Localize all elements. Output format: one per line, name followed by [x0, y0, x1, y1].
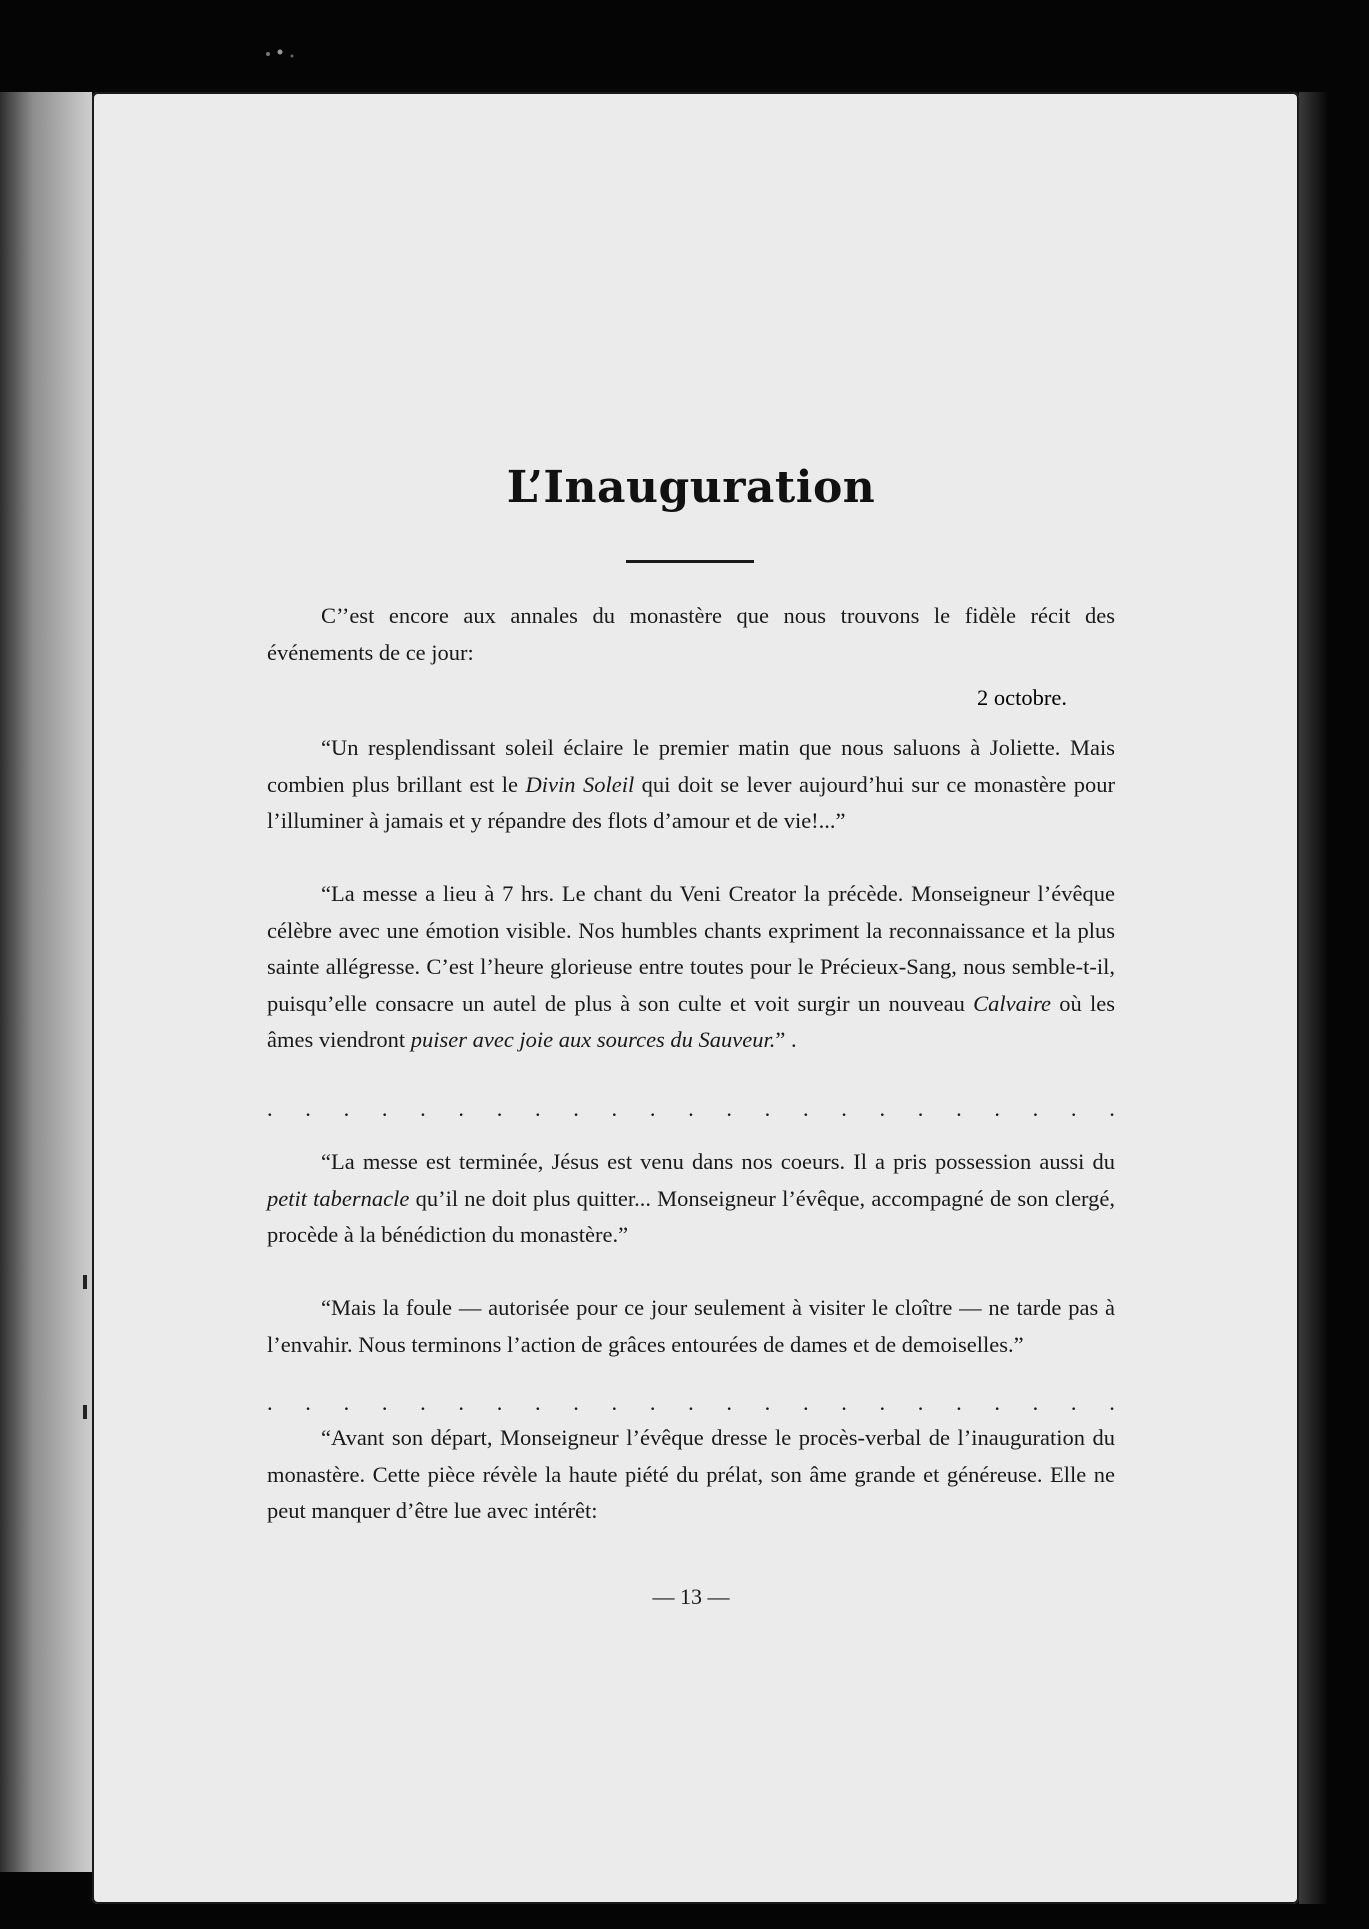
paragraph-1-emphasis: Divin Soleil	[525, 771, 635, 797]
paragraph-2-text	[267, 876, 1115, 1059]
intro-text: C’’est encore aux annales du monastère que nous trouvons le fidèle récit des événements de ce jour:	[267, 603, 1115, 665]
paragraph-1-text	[267, 730, 1115, 840]
paragraph-4	[267, 1290, 1115, 1363]
paragraph-1	[267, 730, 1115, 840]
paragraph-2-end: ” .	[775, 1027, 797, 1053]
page-shadow	[1299, 92, 1329, 1904]
paragraph-4-text: “Mais la foule — autorisée pour ce jour seulement à visiter le cloître — ne tarde pas à l’envahir. Nous terminons l’action de grâces entourées de dames et de demoiselles.”	[267, 1295, 1115, 1357]
paragraph-2-emphasis-1: Calvaire	[973, 990, 1051, 1016]
paragraph-1-end: qui doit se lever aujourd’hui sur ce monastère pour l’illuminer à jamais et y répandre des flots d’amour et de vie!...”	[267, 771, 1115, 834]
title-divider	[626, 560, 754, 563]
paragraph-5-text: “Avant son départ, Monseigneur l’évêque dresse le procès-verbal de l’inauguration du monastère. Cette pièce révèle la haute piété du prélat, son âme grande et généreuse. Elle ne peut manquer d’être lue avec intérêt:	[267, 1425, 1115, 1524]
ellipsis-row: . . . . . . . . . . . . . . . . . . . . . . .	[267, 1390, 1115, 1415]
page-title: L’Inauguration	[506, 462, 876, 513]
paragraph-2	[267, 876, 1115, 1059]
paragraph-3-start: “La messe est terminée, Jésus est venu dans nos coeurs. Il a pris possession aussi du	[321, 1149, 1115, 1174]
paragraph-1-start: “Un resplendissant soleil éclaire le premier matin que nous saluons à Joliette. Mais combien plus brillant est le	[267, 735, 1115, 797]
scan-specks	[262, 44, 302, 64]
paragraph-3-text	[267, 1144, 1115, 1254]
entry-date: 2 octobre.	[977, 685, 1067, 710]
binding-mark	[83, 1275, 87, 1289]
adjacent-page-edge	[0, 92, 92, 1872]
paragraph-5	[267, 1420, 1115, 1530]
paragraph-3-emphasis: petit tabernacle	[267, 1185, 410, 1211]
paragraph-3-end: qu’il ne doit plus quitter... Monseigneur l’évêque, accompagné de son clergé, procède à la bénédiction du monastère.”	[267, 1185, 1115, 1248]
paragraph-2-start: “La messe a lieu à 7 hrs. Le chant du Veni Creator la précède. Monseigneur l’évêque célèbre avec une émotion visible. Nos humbles chants expriment la reconnaissance et la plus sainte allégresse. C’est l’heure glorieuse entre toutes pour le Précieux-Sang, nous semble-t-il, puisqu’elle consacre un autel de plus à son culte et voit surgir un nouveau	[267, 881, 1115, 1016]
intro-paragraph	[267, 598, 1115, 671]
paragraph-2-emphasis-2: puiser avec joie aux sources du Sauveur.	[410, 1027, 776, 1053]
page-number: — 13 —	[652, 1584, 730, 1609]
binding-mark	[83, 1405, 87, 1419]
paragraph-3	[267, 1144, 1115, 1254]
paragraph-2-middle: où les âmes viendront	[267, 990, 1115, 1053]
ellipsis-row: . . . . . . . . . . . . . . . . . . . . . . .	[267, 1096, 1115, 1121]
